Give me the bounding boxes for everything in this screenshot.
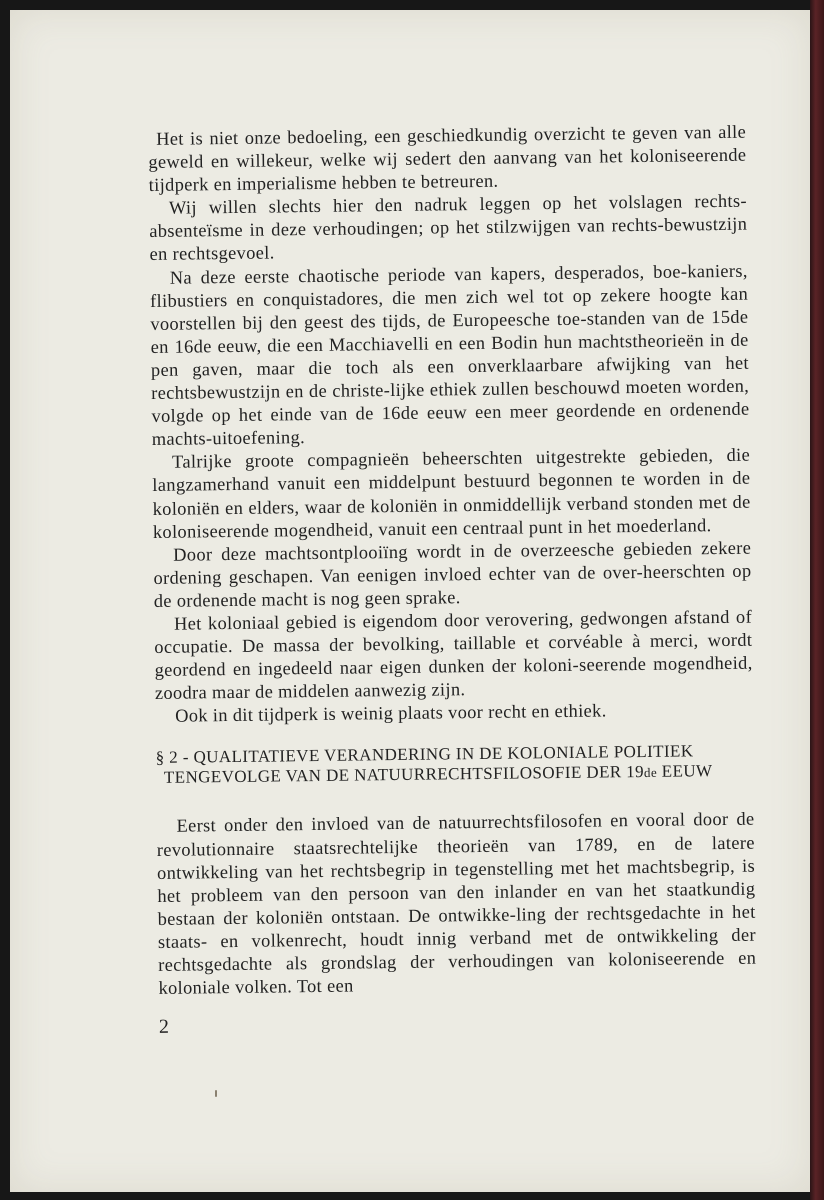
paragraph-5: Door deze machtsontplooiïng wordt in de overzeesche gebieden zekere ordening geschapen. Van eenigen invloed echter van de over-heerschten op de ordenende macht is nog geen sprake. bbox=[153, 537, 752, 611]
paper-speck-mark bbox=[215, 1090, 217, 1097]
paragraph-3: Na deze eerste chaotische periode van kapers, desperados, boe-kaniers, flibustiers en conquistadores, die men zich wel tot op zekere hoogte kan voorstellen bij den geest des tijds, de Europeesche toe-standen van de 15de en 16de eeuw, die een Macchiavelli en een Bodin hun machtstheorieën in de pen gaven, maar die toch als een onverklaarbare afwijking van het rechtsbewustzijn en de christe-lijke ethiek zullen beschouwd moeten worden, volgde op het einde van de 16de eeuw een meer geordende en ordenende machts-uitoefening. bbox=[149, 260, 750, 450]
section-heading-line-2-end: EEUW bbox=[656, 761, 713, 782]
book-page bbox=[10, 10, 810, 1192]
paragraph-4: Talrijke groote compagnieën beheerschten uitgestrekte gebieden, die langzamerhand vanuit een middelpunt bestuurd begonnen te worden in de koloniën en elders, waar de koloniën in onmiddellijk verband stonden met de koloniseerende mogendheid, vanuit een centraal punt in het moederland. bbox=[152, 444, 751, 542]
section-heading bbox=[156, 741, 754, 789]
paragraph-2: Wij willen slechts hier den nadruk leggen op het volslagen rechts-absenteïsme in deze verhoudingen; op het stilzwijgen van rechts-bewustzijn en rechtsgevoel. bbox=[149, 190, 748, 265]
paragraph-1: Het is niet onze bedoeling, een geschiedkundig overzicht te geven van alle geweld en willekeur, welke wij sedert den aanvang van het koloniseerende tijdperk en imperialisme hebben te betreuren. bbox=[148, 121, 747, 196]
paragraph-6: Het koloniaal gebied is eigendom door verovering, gedwongen afstand of occupatie. De massa der bevolking, taillable et corvéable à merci, wordt geordend en ingedeeld naar eigen dunken der koloni-seerende mogendheid, zoodra maar de middelen aanwezig zijn. bbox=[154, 606, 753, 704]
section-paragraph: Eerst onder den invloed van de natuurrechtsfilosofen en vooral door de revolutionnaire staatsrechtelijke theorieën van 1789, en de latere ontwikkeling van het rechtsbegrip in tegenstelling met het machtsbegrip, is het probleem van den persoon van den inlander en van het staatkundig bestaan der koloniën ontstaan. De ontwikke-ling der rechtsgedachte in het staats- en volkenrecht, houdt innig verband met de ontwikkeling der rechtsgedachte als grondslag der verhoudingen van koloniseerende en koloniale volken. Tot een bbox=[156, 809, 757, 999]
page-text-block bbox=[148, 121, 757, 1040]
section-heading-line-2-text: TENGEVOLGE VAN DE NATUURRECHTSFILOSOFIE DER 19 bbox=[163, 762, 645, 788]
section-heading-line-1: § 2 - QUALITATIEVE VERANDERING IN DE KOLONIALE POLITIEK bbox=[155, 741, 694, 768]
book-spine-edge bbox=[810, 0, 824, 1200]
page-number: 2 bbox=[158, 1015, 170, 1039]
paragraph-7: Ook in dit tijdperk is weinig plaats voor recht en ethiek. bbox=[175, 700, 607, 727]
section-heading-ordinal-suffix: de bbox=[643, 765, 658, 781]
